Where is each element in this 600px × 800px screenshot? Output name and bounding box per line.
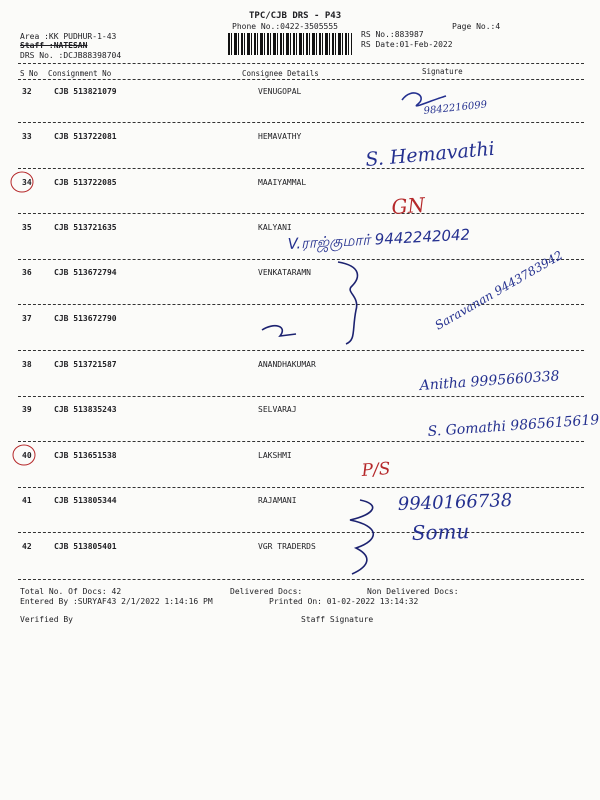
row-consignee: SELVARAJ xyxy=(258,405,297,414)
row-consignment: CJB 513651538 xyxy=(54,451,117,460)
row-consignee: KALYANI xyxy=(258,223,292,232)
row-consignment: CJB 513672790 xyxy=(54,314,117,323)
row-consignee: RAJAMANI xyxy=(258,496,297,505)
col-header-consignment: Consignment No xyxy=(48,69,112,78)
brace-mark xyxy=(338,262,357,344)
handwritten-signature: V.ராஜ்குமார் 9442242042 xyxy=(287,225,471,253)
circle-mark xyxy=(11,172,33,192)
handwritten-initials: GN xyxy=(390,192,426,219)
handwritten-signature: Saravanan 9443783942 xyxy=(432,247,566,333)
page-number: Page No.:4 xyxy=(452,22,501,31)
row-consignee: VENUGOPAL xyxy=(258,87,302,96)
handwritten-phone: 9842216099 xyxy=(423,99,488,117)
row-consignee: HEMAVATHY xyxy=(258,132,302,141)
handwritten-signature: S. Gomathi 9865615619 xyxy=(427,412,600,440)
handwritten-signature: Somu xyxy=(411,519,470,545)
row-sno: 35 xyxy=(22,223,32,232)
signature-scribble xyxy=(262,326,296,336)
delivered-docs: Delivered Docs: xyxy=(230,587,303,596)
row-consignment: CJB 513722085 xyxy=(54,178,117,187)
row-consignment: CJB 513805344 xyxy=(54,496,117,505)
row-sno: 42 xyxy=(22,542,32,551)
col-header-signature: Signature xyxy=(422,67,463,76)
row-consignment: CJB 513805401 xyxy=(54,542,117,551)
document-title: TPC/CJB DRS - P43 xyxy=(249,11,342,21)
row-consignment: CJB 513722081 xyxy=(54,132,117,141)
handwritten-mark: P/S xyxy=(360,459,392,481)
area-label: Area :KK PUDHUR-1-43 xyxy=(20,32,117,41)
row-sno: 41 xyxy=(22,496,32,505)
row-sno: 34 xyxy=(22,178,32,187)
col-header-sno: S No xyxy=(20,69,39,78)
printed-on: Printed On: 01-02-2022 13:14:32 xyxy=(269,597,419,606)
phone-number: Phone No.:0422-3505555 xyxy=(232,22,338,31)
non-delivered-docs: Non Delivered Docs: xyxy=(367,587,459,596)
row-consignment: CJB 513672794 xyxy=(54,268,117,277)
row-consignee: ANANDHAKUMAR xyxy=(258,360,316,369)
row-sno: 39 xyxy=(22,405,32,414)
row-consignment: CJB 513835243 xyxy=(54,405,117,414)
row-consignment: CJB 513721635 xyxy=(54,223,117,232)
handwritten-phone: 9940166738 xyxy=(397,490,513,515)
handwritten-signature: S. Hemavathi xyxy=(364,137,496,171)
rs-date: RS Date:01-Feb-2022 xyxy=(361,40,453,49)
staff-signature: Staff Signature xyxy=(301,615,374,624)
verified-by: Verified By xyxy=(20,615,73,624)
rs-number: RS No.:883987 xyxy=(361,30,424,39)
row-consignment: CJB 513721587 xyxy=(54,360,117,369)
row-consignee: VGR TRADERDS xyxy=(258,542,316,551)
row-sno: 40 xyxy=(22,451,32,460)
col-header-consignee: Consignee Details xyxy=(242,69,319,78)
row-consignee: VENKATARAMN xyxy=(258,268,311,277)
row-consignee: MAAIYAMMAL xyxy=(258,178,307,187)
row-sno: 37 xyxy=(22,314,32,323)
brace-mark xyxy=(350,500,373,574)
entered-by: Entered By :SURYAF43 2/1/2022 1:14:16 PM xyxy=(20,597,213,606)
staff-label: Staff :NATESAN xyxy=(20,41,88,50)
row-sno: 33 xyxy=(22,132,32,141)
row-sno: 38 xyxy=(22,360,32,369)
row-sno: 32 xyxy=(22,87,32,96)
drs-number: DRS No. :DCJB88398704 xyxy=(20,51,122,60)
total-docs: Total No. Of Docs: 42 xyxy=(20,587,122,596)
row-sno: 36 xyxy=(22,268,32,277)
circle-mark xyxy=(13,445,35,465)
row-consignee: LAKSHMI xyxy=(258,451,292,460)
row-consignment: CJB 513821079 xyxy=(54,87,117,96)
handwritten-signature: Anitha 9995660338 xyxy=(419,368,561,394)
